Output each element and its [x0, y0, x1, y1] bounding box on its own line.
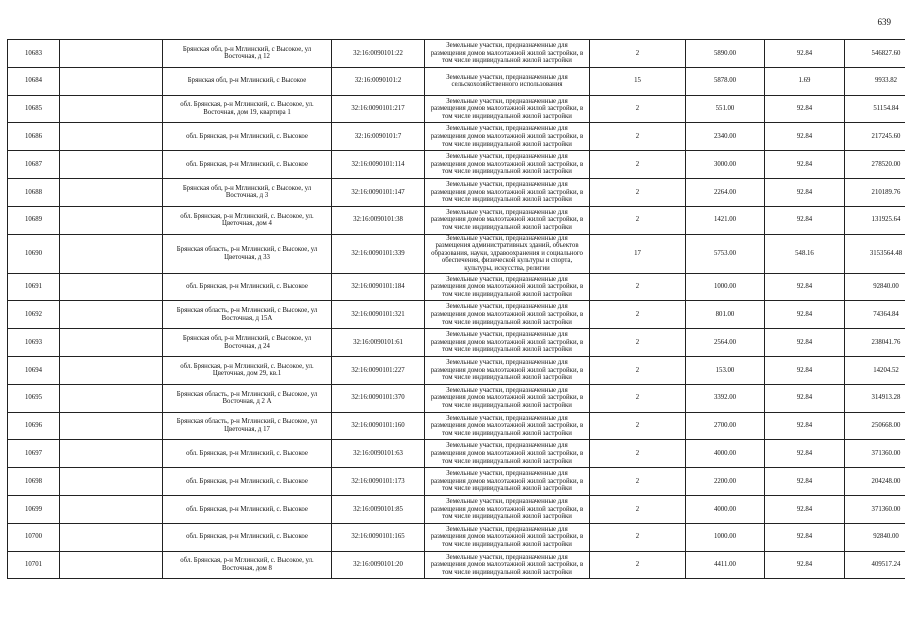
- cadastral-number-cell: 32:16:0090101:370: [332, 384, 425, 412]
- cadastral-value-cell: 371360.00: [845, 440, 905, 468]
- specific-value-cell: 1.69: [765, 67, 845, 95]
- spacer-cell: [60, 329, 163, 357]
- spacer-cell: [60, 95, 163, 123]
- land-use-cell: Земельные участки, предназначенные для размещения домов малоэтажной жилой застройки, в том числе индивидуальной жилой застройки: [425, 495, 590, 523]
- use-group-cell: 2: [590, 468, 686, 496]
- land-use-cell: Земельные участки, предназначенные для размещения домов малоэтажной жилой застройки, в том числе индивидуальной жилой застройки: [425, 356, 590, 384]
- area-cell: 2264.00: [686, 178, 765, 206]
- spacer-cell: [60, 384, 163, 412]
- spacer-cell: [60, 67, 163, 95]
- cadastral-number-cell: 32:16:0090101:339: [332, 234, 425, 273]
- table-row: [8, 384, 905, 412]
- spacer-cell: [60, 495, 163, 523]
- area-cell: 4000.00: [686, 440, 765, 468]
- row-number-cell: 10693: [8, 329, 60, 357]
- area-cell: 2564.00: [686, 329, 765, 357]
- specific-value-cell: 92.84: [765, 123, 845, 151]
- land-use-cell: Земельные участки, предназначенные для размещения домов малоэтажной жилой застройки, в том числе индивидуальной жилой застройки: [425, 151, 590, 179]
- cadastral-value-cell: 278520.00: [845, 151, 905, 179]
- row-number-cell: 10688: [8, 178, 60, 206]
- row-number-cell: 10698: [8, 468, 60, 496]
- row-number-cell: 10700: [8, 523, 60, 551]
- cadastral-value-cell: 92840.00: [845, 523, 905, 551]
- specific-value-cell: 92.84: [765, 495, 845, 523]
- area-cell: 3000.00: [686, 151, 765, 179]
- use-group-cell: 2: [590, 523, 686, 551]
- land-use-cell: Земельные участки, предназначенные для размещения домов малоэтажной жилой застройки, в том числе индивидуальной жилой застройки: [425, 551, 590, 579]
- table-row: [8, 329, 905, 357]
- specific-value-cell: 92.84: [765, 468, 845, 496]
- area-cell: 4411.00: [686, 551, 765, 579]
- specific-value-cell: 548.16: [765, 234, 845, 273]
- cadastral-number-cell: 32:16:0090101:20: [332, 551, 425, 579]
- area-cell: 4000.00: [686, 495, 765, 523]
- cadastral-number-cell: 32:16:0090101:114: [332, 151, 425, 179]
- cadastral-value-cell: 371360.00: [845, 495, 905, 523]
- address-cell: обл. Брянская, р-н Мглинский, с. Высокое: [163, 523, 332, 551]
- cadastral-value-cell: 204248.00: [845, 468, 905, 496]
- land-use-cell: Земельные участки, предназначенные для размещения домов малоэтажной жилой застройки, в том числе индивидуальной жилой застройки: [425, 301, 590, 329]
- cadastral-value-cell: 3153564.48: [845, 234, 905, 273]
- specific-value-cell: 92.84: [765, 301, 845, 329]
- area-cell: 5878.00: [686, 67, 765, 95]
- use-group-cell: 2: [590, 151, 686, 179]
- specific-value-cell: 92.84: [765, 273, 845, 301]
- specific-value-cell: 92.84: [765, 151, 845, 179]
- row-number-cell: 10690: [8, 234, 60, 273]
- row-number-cell: 10684: [8, 67, 60, 95]
- cadastral-number-cell: 32:16:0090101:321: [332, 301, 425, 329]
- area-cell: 3392.00: [686, 384, 765, 412]
- area-cell: 1000.00: [686, 523, 765, 551]
- address-cell: Брянская обл, р-н Мглинский, с Высокое, ул Восточная, д 24: [163, 329, 332, 357]
- land-use-cell: Земельные участки, предназначенные для размещения домов малоэтажной жилой застройки, в том числе индивидуальной жилой застройки: [425, 384, 590, 412]
- table-row: [8, 178, 905, 206]
- row-number-cell: 10699: [8, 495, 60, 523]
- area-cell: 801.00: [686, 301, 765, 329]
- table-row: [8, 523, 905, 551]
- address-cell: обл. Брянская, р-н Мглинский, с. Высокое: [163, 440, 332, 468]
- specific-value-cell: 92.84: [765, 384, 845, 412]
- area-cell: 551.00: [686, 95, 765, 123]
- row-number-cell: 10691: [8, 273, 60, 301]
- table-row: [8, 123, 905, 151]
- use-group-cell: 2: [590, 273, 686, 301]
- cadastral-value-cell: 51154.84: [845, 95, 905, 123]
- spacer-cell: [60, 356, 163, 384]
- table-row: [8, 301, 905, 329]
- cadastral-number-cell: 32:16:0090101:22: [332, 40, 425, 68]
- cadastral-value-cell: 92840.00: [845, 273, 905, 301]
- area-cell: 2340.00: [686, 123, 765, 151]
- cadastral-number-cell: 32:16:0090101:38: [332, 206, 425, 234]
- specific-value-cell: 92.84: [765, 178, 845, 206]
- use-group-cell: 2: [590, 495, 686, 523]
- address-cell: Брянская область, р-н Мглинский, с Высокое, ул Восточная, д 2 А: [163, 384, 332, 412]
- cadastral-number-cell: 32:16:0090101:61: [332, 329, 425, 357]
- cadastral-number-cell: 32:16:0090101:227: [332, 356, 425, 384]
- table-row: [8, 206, 905, 234]
- cadastral-number-cell: 32:16:0090101:184: [332, 273, 425, 301]
- land-use-cell: Земельные участки, предназначенные для размещения административных зданий, объектов образования, науки, здравоохранения и социального обеспечения, физической культуры и спорта, культуры, искусства, религии: [425, 234, 590, 273]
- spacer-cell: [60, 178, 163, 206]
- table-row: [8, 468, 905, 496]
- table-row: [8, 234, 905, 273]
- area-cell: 5753.00: [686, 234, 765, 273]
- land-use-cell: Земельные участки, предназначенные для сельскохозяйственного использования: [425, 67, 590, 95]
- address-cell: Брянская область, р-н Мглинский, с Высокое, ул Цветочная, д 17: [163, 412, 332, 440]
- address-cell: обл. Брянская, р-н Мглинский, с. Высокое, ул. Цветочная, дом 29, кв.1: [163, 356, 332, 384]
- cadastral-number-cell: 32:16:0090101:63: [332, 440, 425, 468]
- row-number-cell: 10689: [8, 206, 60, 234]
- area-cell: 2200.00: [686, 468, 765, 496]
- cadastral-number-cell: 32:16:0090101:2: [332, 67, 425, 95]
- land-use-cell: Земельные участки, предназначенные для размещения домов малоэтажной жилой застройки, в том числе индивидуальной жилой застройки: [425, 123, 590, 151]
- cadastral-number-cell: 32:16:0090101:85: [332, 495, 425, 523]
- table-row: [8, 356, 905, 384]
- use-group-cell: 2: [590, 95, 686, 123]
- use-group-cell: 2: [590, 178, 686, 206]
- cadastral-value-cell: 238041.76: [845, 329, 905, 357]
- address-cell: Брянская обл, р-н Мглинский, с Высокое: [163, 67, 332, 95]
- spacer-cell: [60, 551, 163, 579]
- cadastral-value-cell: 9933.82: [845, 67, 905, 95]
- address-cell: обл. Брянская, р-н Мглинский, с. Высокое, ул. Восточная, дом 8: [163, 551, 332, 579]
- address-cell: обл. Брянская, р-н Мглинский, с. Высокое: [163, 495, 332, 523]
- use-group-cell: 2: [590, 551, 686, 579]
- row-number-cell: 10701: [8, 551, 60, 579]
- table-row: [8, 40, 905, 68]
- area-cell: 2700.00: [686, 412, 765, 440]
- row-number-cell: 10686: [8, 123, 60, 151]
- area-cell: 1000.00: [686, 273, 765, 301]
- use-group-cell: 2: [590, 412, 686, 440]
- land-use-cell: Земельные участки, предназначенные для размещения домов малоэтажной жилой застройки, в том числе индивидуальной жилой застройки: [425, 468, 590, 496]
- area-cell: 1421.00: [686, 206, 765, 234]
- cadastral-number-cell: 32:16:0090101:165: [332, 523, 425, 551]
- row-number-cell: 10683: [8, 40, 60, 68]
- spacer-cell: [60, 468, 163, 496]
- cadastral-number-cell: 32:16:0090101:7: [332, 123, 425, 151]
- table-body: [8, 40, 905, 579]
- cadastral-number-cell: 32:16:0090101:160: [332, 412, 425, 440]
- address-cell: Брянская область, р-н Мглинский, с Высокое, ул Цветочная, д 33: [163, 234, 332, 273]
- address-cell: обл. Брянская, р-н Мглинский, с. Высокое: [163, 123, 332, 151]
- address-cell: обл. Брянская, р-н Мглинский, с. Высокое: [163, 468, 332, 496]
- spacer-cell: [60, 234, 163, 273]
- address-cell: обл. Брянская, р-н Мглинский, с. Высокое, ул. Цветочная, дом 4: [163, 206, 332, 234]
- land-use-cell: Земельные участки, предназначенные для размещения домов малоэтажной жилой застройки, в том числе индивидуальной жилой застройки: [425, 178, 590, 206]
- specific-value-cell: 92.84: [765, 523, 845, 551]
- specific-value-cell: 92.84: [765, 551, 845, 579]
- address-cell: Брянская обл, р-н Мглинский, с Высокое, ул Восточная, д 12: [163, 40, 332, 68]
- spacer-cell: [60, 523, 163, 551]
- table-row: [8, 95, 905, 123]
- cadastral-value-cell: 314913.28: [845, 384, 905, 412]
- land-use-cell: Земельные участки, предназначенные для размещения домов малоэтажной жилой застройки, в том числе индивидуальной жилой застройки: [425, 440, 590, 468]
- address-cell: Брянская обл, р-н Мглинский, с Высокое, ул Восточная, д 3: [163, 178, 332, 206]
- specific-value-cell: 92.84: [765, 356, 845, 384]
- specific-value-cell: 92.84: [765, 95, 845, 123]
- cadastral-value-table: [7, 39, 905, 579]
- cadastral-value-cell: 250668.00: [845, 412, 905, 440]
- cadastral-value-cell: 14204.52: [845, 356, 905, 384]
- land-use-cell: Земельные участки, предназначенные для размещения домов малоэтажной жилой застройки, в том числе индивидуальной жилой застройки: [425, 273, 590, 301]
- use-group-cell: 2: [590, 329, 686, 357]
- use-group-cell: 2: [590, 40, 686, 68]
- use-group-cell: 2: [590, 384, 686, 412]
- table-row: [8, 551, 905, 579]
- land-use-cell: Земельные участки, предназначенные для размещения домов малоэтажной жилой застройки, в том числе индивидуальной жилой застройки: [425, 40, 590, 68]
- land-use-cell: Земельные участки, предназначенные для размещения домов малоэтажной жилой застройки, в том числе индивидуальной жилой застройки: [425, 95, 590, 123]
- address-cell: обл. Брянская, р-н Мглинский, с. Высокое: [163, 273, 332, 301]
- spacer-cell: [60, 412, 163, 440]
- row-number-cell: 10692: [8, 301, 60, 329]
- use-group-cell: 2: [590, 440, 686, 468]
- use-group-cell: 2: [590, 301, 686, 329]
- spacer-cell: [60, 123, 163, 151]
- specific-value-cell: 92.84: [765, 206, 845, 234]
- cadastral-value-cell: 217245.60: [845, 123, 905, 151]
- use-group-cell: 2: [590, 123, 686, 151]
- cadastral-number-cell: 32:16:0090101:173: [332, 468, 425, 496]
- land-use-cell: Земельные участки, предназначенные для размещения домов малоэтажной жилой застройки, в том числе индивидуальной жилой застройки: [425, 412, 590, 440]
- cadastral-number-cell: 32:16:0090101:217: [332, 95, 425, 123]
- row-number-cell: 10696: [8, 412, 60, 440]
- cadastral-value-cell: 74364.84: [845, 301, 905, 329]
- land-use-cell: Земельные участки, предназначенные для размещения домов малоэтажной жилой застройки, в том числе индивидуальной жилой застройки: [425, 523, 590, 551]
- address-cell: Брянская область, р-н Мглинский, с Высокое, ул Восточная, д 15А: [163, 301, 332, 329]
- use-group-cell: 2: [590, 356, 686, 384]
- use-group-cell: 15: [590, 67, 686, 95]
- specific-value-cell: 92.84: [765, 440, 845, 468]
- land-use-cell: Земельные участки, предназначенные для размещения домов малоэтажной жилой застройки, в том числе индивидуальной жилой застройки: [425, 206, 590, 234]
- cadastral-number-cell: 32:16:0090101:147: [332, 178, 425, 206]
- table-row: [8, 495, 905, 523]
- row-number-cell: 10695: [8, 384, 60, 412]
- table-row: [8, 412, 905, 440]
- table-row: [8, 273, 905, 301]
- land-use-cell: Земельные участки, предназначенные для размещения домов малоэтажной жилой застройки, в том числе индивидуальной жилой застройки: [425, 329, 590, 357]
- area-cell: 153.00: [686, 356, 765, 384]
- cadastral-value-cell: 131925.64: [845, 206, 905, 234]
- row-number-cell: 10694: [8, 356, 60, 384]
- spacer-cell: [60, 440, 163, 468]
- spacer-cell: [60, 151, 163, 179]
- row-number-cell: 10687: [8, 151, 60, 179]
- table-row: [8, 67, 905, 95]
- table-row: [8, 151, 905, 179]
- cadastral-value-cell: 210189.76: [845, 178, 905, 206]
- spacer-cell: [60, 273, 163, 301]
- cadastral-value-cell: 546827.60: [845, 40, 905, 68]
- cadastral-value-cell: 409517.24: [845, 551, 905, 579]
- table-row: [8, 440, 905, 468]
- use-group-cell: 17: [590, 234, 686, 273]
- address-cell: обл. Брянская, р-н Мглинский, с. Высокое, ул. Восточная, дом 19, квартира 1: [163, 95, 332, 123]
- address-cell: обл. Брянская, р-н Мглинский, с. Высокое: [163, 151, 332, 179]
- spacer-cell: [60, 301, 163, 329]
- specific-value-cell: 92.84: [765, 40, 845, 68]
- row-number-cell: 10697: [8, 440, 60, 468]
- spacer-cell: [60, 40, 163, 68]
- specific-value-cell: 92.84: [765, 329, 845, 357]
- specific-value-cell: 92.84: [765, 412, 845, 440]
- area-cell: 5890.00: [686, 40, 765, 68]
- page-number: 639: [877, 17, 891, 27]
- row-number-cell: 10685: [8, 95, 60, 123]
- spacer-cell: [60, 206, 163, 234]
- use-group-cell: 2: [590, 206, 686, 234]
